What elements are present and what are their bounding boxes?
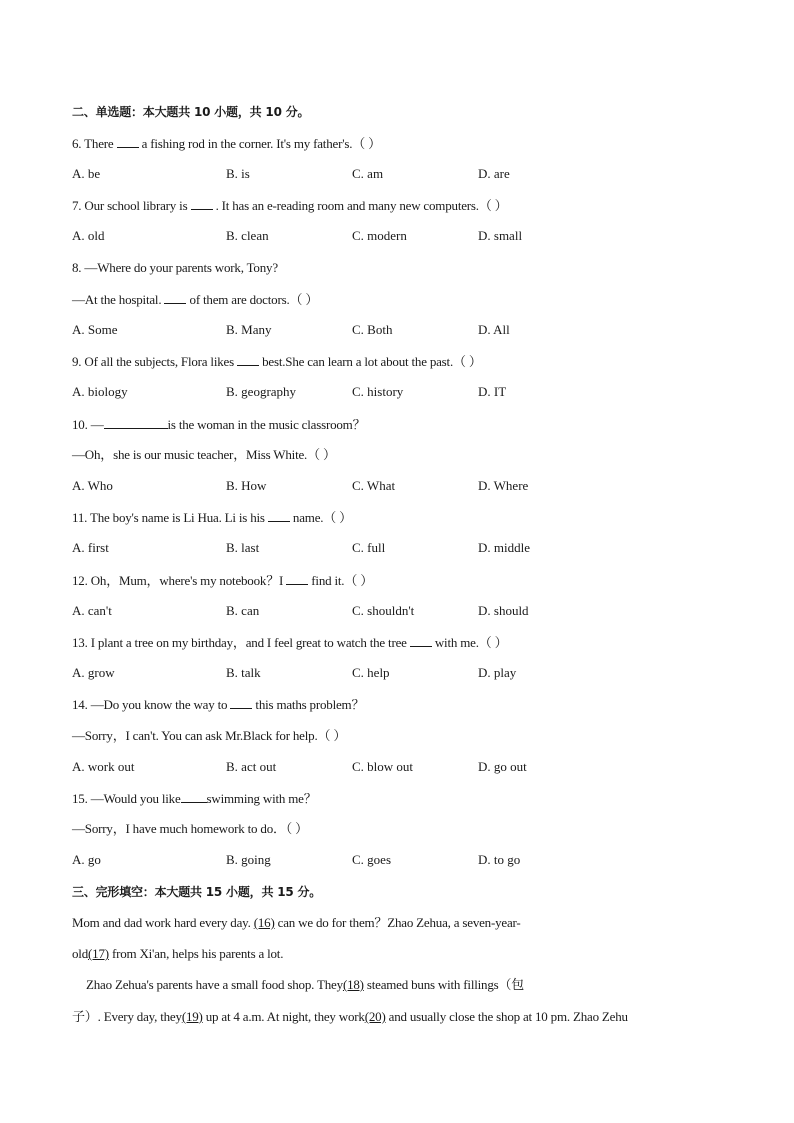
- option-b[interactable]: B. How: [226, 478, 267, 493]
- option-d[interactable]: D. should: [478, 603, 529, 618]
- option-c[interactable]: C. Both: [352, 322, 393, 337]
- option-c[interactable]: C. help: [352, 665, 390, 680]
- option-d[interactable]: D. go out: [478, 759, 527, 774]
- question-8-text: 8. —Where do your parents work, Tony?: [72, 260, 278, 275]
- passage-text: Mom and dad work hard every day.: [72, 915, 251, 930]
- passage-text: Zhao Zehua's parents have a small food shop. They: [86, 977, 343, 992]
- option-d[interactable]: D. Where: [478, 478, 529, 493]
- option-b[interactable]: B. is: [226, 166, 250, 181]
- option-a[interactable]: A. work out: [72, 759, 135, 774]
- option-a[interactable]: A. first: [72, 540, 109, 555]
- blank-18[interactable]: (18): [342, 977, 364, 992]
- option-c[interactable]: C. full: [352, 540, 386, 555]
- option-c[interactable]: C. shouldn't: [352, 603, 415, 618]
- blank-20[interactable]: (20): [364, 1009, 386, 1024]
- option-a[interactable]: A. old: [72, 228, 105, 243]
- question-14: [72, 696, 364, 713]
- answer-blank[interactable]: [117, 135, 139, 148]
- passage-line-2: [72, 946, 283, 962]
- option-d[interactable]: D. All: [478, 322, 510, 337]
- question-14-text: 14. —Do you know the way to: [72, 697, 228, 712]
- option-d[interactable]: D. IT: [478, 384, 507, 399]
- answer-blank[interactable]: [237, 353, 259, 366]
- question-15-text-end: swimming with me？: [206, 791, 317, 806]
- question-10-text: 10. —: [72, 417, 104, 432]
- answer-blank[interactable]: [268, 509, 290, 522]
- answer-blank[interactable]: [104, 416, 168, 429]
- option-d[interactable]: D. play: [478, 665, 517, 680]
- option-d[interactable]: D. are: [478, 166, 510, 181]
- question-7-text-end: . It has an e-reading room and many new computers.（ ）: [215, 198, 508, 213]
- blank-16[interactable]: (16): [253, 915, 275, 930]
- blank-19[interactable]: (19): [181, 1009, 203, 1024]
- option-a[interactable]: A. Some: [72, 322, 118, 337]
- option-b[interactable]: B. talk: [226, 665, 261, 680]
- question-7-text: 7. Our school library is: [72, 198, 188, 213]
- option-d[interactable]: D. to go: [478, 852, 521, 867]
- option-a[interactable]: A. Who: [72, 478, 113, 493]
- question-14-text-end: this maths problem？: [255, 697, 365, 712]
- question-6: [72, 135, 381, 152]
- answer-blank[interactable]: [286, 572, 308, 585]
- option-b[interactable]: B. last: [226, 540, 260, 555]
- question-7: [72, 197, 508, 214]
- question-9: [72, 353, 482, 370]
- question-11: [72, 509, 352, 526]
- option-a[interactable]: A. biology: [72, 384, 128, 399]
- answer-blank[interactable]: [230, 696, 252, 709]
- question-13: [72, 634, 507, 651]
- question-12: [72, 572, 373, 589]
- passage-line-3: [86, 977, 524, 993]
- option-b[interactable]: B. geography: [226, 384, 297, 399]
- question-6-text-end: a fishing rod in the corner. It's my father's.（ ）: [141, 136, 381, 151]
- question-6-text: 6. There: [72, 136, 114, 151]
- question-12-text-end: find it.（ ）: [311, 573, 373, 588]
- answer-blank[interactable]: [410, 634, 432, 647]
- question-9-text: 9. Of all the subjects, Flora likes: [72, 354, 234, 369]
- question-13-text-end: with me.（ ）: [434, 635, 508, 650]
- option-c[interactable]: C. history: [352, 384, 404, 399]
- answer-blank[interactable]: [164, 291, 186, 304]
- passage-text: and usually close the shop at 10 pm. Zhao Zehu: [388, 1009, 628, 1024]
- passage-text: steamed buns with fillings（包: [366, 977, 525, 992]
- option-c[interactable]: C. goes: [352, 852, 391, 867]
- option-c[interactable]: C. am: [352, 166, 384, 181]
- option-c[interactable]: C. What: [352, 478, 396, 493]
- blank-17[interactable]: (17): [88, 946, 109, 961]
- question-8-line-2: [72, 291, 318, 308]
- passage-text: from Xi'an, helps his parents a lot.: [111, 946, 284, 961]
- passage-text: up at 4 a.m. At night, they work: [205, 1009, 365, 1024]
- answer-blank[interactable]: [181, 790, 207, 803]
- option-a[interactable]: A. can't: [72, 603, 112, 618]
- option-b[interactable]: B. clean: [226, 228, 269, 243]
- passage-line-1: [72, 915, 521, 931]
- question-10: [72, 416, 365, 433]
- answer-blank[interactable]: [191, 197, 213, 210]
- question-9-text-end: best.She can learn a lot about the past.（ ）: [262, 354, 482, 369]
- option-c[interactable]: C. blow out: [352, 759, 414, 774]
- question-14-line-2: —Sorry，I can't. You can ask Mr.Black for help.（ ）: [72, 728, 347, 743]
- section-2-heading: 二、单选题：本大题共 10 小题，共 10 分。: [72, 105, 310, 119]
- question-12-text: 12. Oh，Mum，where's my notebook？I: [72, 573, 284, 588]
- question-11-text: 11. The boy's name is Li Hua. Li is his: [72, 510, 265, 525]
- question-8: [72, 260, 278, 276]
- question-10-text-end: is the woman in the music classroom？: [167, 417, 366, 432]
- passage-text: can we do for them？Zhao Zehua, a seven-year-: [277, 915, 521, 930]
- question-10-line-2: —Oh，she is our music teacher，Miss White.（ ）: [72, 447, 336, 462]
- option-b[interactable]: B. act out: [226, 759, 277, 774]
- question-15: [72, 790, 317, 807]
- question-15-line-2: —Sorry，I have much homework to do．（ ）: [72, 821, 308, 836]
- option-d[interactable]: D. middle: [478, 540, 530, 555]
- option-b[interactable]: B. Many: [226, 322, 272, 337]
- question-8-text-2: —At the hospital.: [72, 292, 162, 307]
- passage-text: old: [72, 946, 89, 961]
- question-8-text-2-end: of them are doctors.（ ）: [189, 292, 319, 307]
- option-a[interactable]: A. go: [72, 852, 101, 867]
- question-15-text: 15. —Would you like: [72, 791, 181, 806]
- option-b[interactable]: B. going: [226, 852, 271, 867]
- option-b[interactable]: B. can: [226, 603, 260, 618]
- option-c[interactable]: C. modern: [352, 228, 407, 243]
- question-13-text: 13. I plant a tree on my birthday，and I feel great to watch the tree: [72, 635, 407, 650]
- passage-text: 子）. Every day, they: [72, 1009, 182, 1024]
- option-a[interactable]: A. grow: [72, 665, 115, 680]
- option-d[interactable]: D. small: [478, 228, 523, 243]
- section-3-heading: 三、完形填空：本大题共 15 小题，共 15 分。: [72, 885, 322, 899]
- option-a[interactable]: A. be: [72, 166, 101, 181]
- question-11-text-end: name.（ ）: [292, 510, 352, 525]
- passage-line-4: [72, 1009, 628, 1025]
